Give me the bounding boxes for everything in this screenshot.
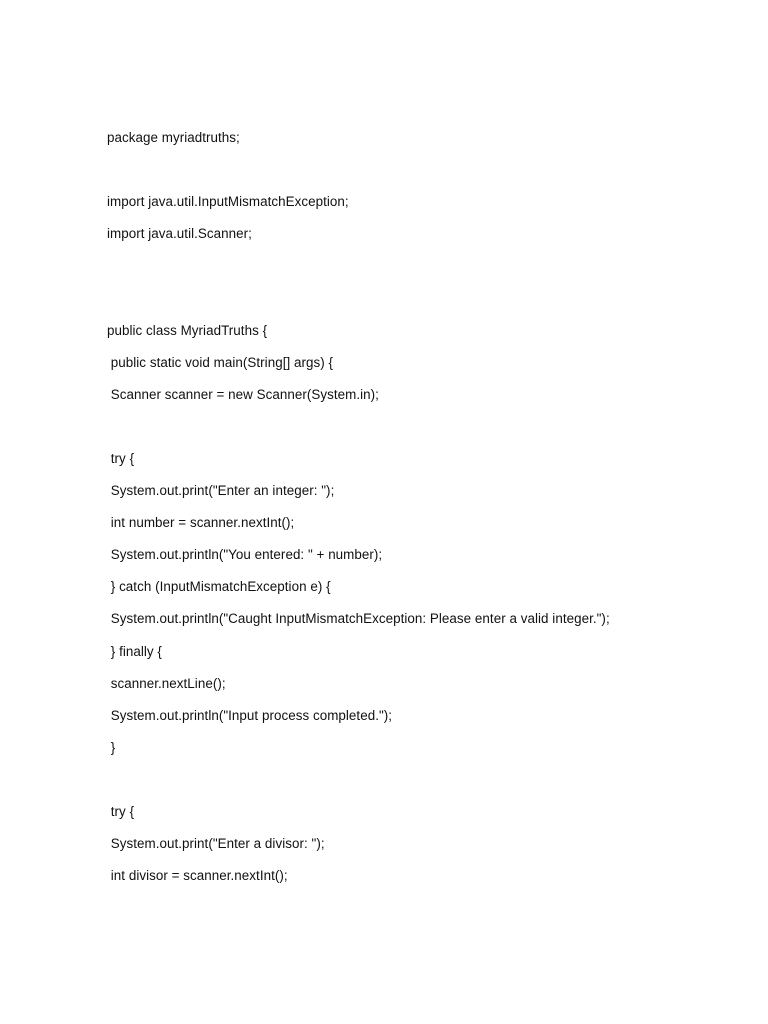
blank-line xyxy=(107,158,747,190)
code-line-next-line: scanner.nextLine(); xyxy=(107,675,226,691)
code-line-prompt-divisor: System.out.print("Enter a divisor: "); xyxy=(107,836,325,852)
blank-line xyxy=(107,768,747,800)
code-line-catch: } catch (InputMismatchException e) { xyxy=(107,579,331,595)
code-line-import-scanner: import java.util.Scanner; xyxy=(107,226,252,242)
code-line-class-declaration: public class MyriadTruths { xyxy=(107,322,268,338)
code-line-scanner-init: Scanner scanner = new Scanner(System.in); xyxy=(107,386,379,402)
code-text-block xyxy=(107,126,747,896)
code-line-try-open-2: try { xyxy=(107,803,135,819)
code-line-import-inputmismatch: import java.util.InputMismatchException; xyxy=(107,194,349,210)
code-line-read-number: int number = scanner.nextInt(); xyxy=(107,515,295,531)
code-line-read-divisor: int divisor = scanner.nextInt(); xyxy=(107,868,288,884)
code-line-prompt-integer: System.out.print("Enter an integer: "); xyxy=(107,483,335,499)
code-line-package: package myriadtruths; xyxy=(107,130,240,145)
code-line-try-open: try { xyxy=(107,450,135,466)
blank-line xyxy=(107,415,747,447)
code-line-print-error: System.out.println("Caught InputMismatchException: Please enter a valid integer."); xyxy=(107,611,610,627)
code-line-close-brace: } xyxy=(107,739,116,755)
code-line-finally: } finally { xyxy=(107,643,162,659)
blank-line xyxy=(107,286,747,318)
code-line-print-completed: System.out.println("Input process completed."); xyxy=(107,707,393,723)
code-line-main-method: public static void main(String[] args) { xyxy=(107,354,334,370)
blank-line xyxy=(107,254,747,286)
code-line-print-number: System.out.println("You entered: " + number); xyxy=(107,547,383,563)
